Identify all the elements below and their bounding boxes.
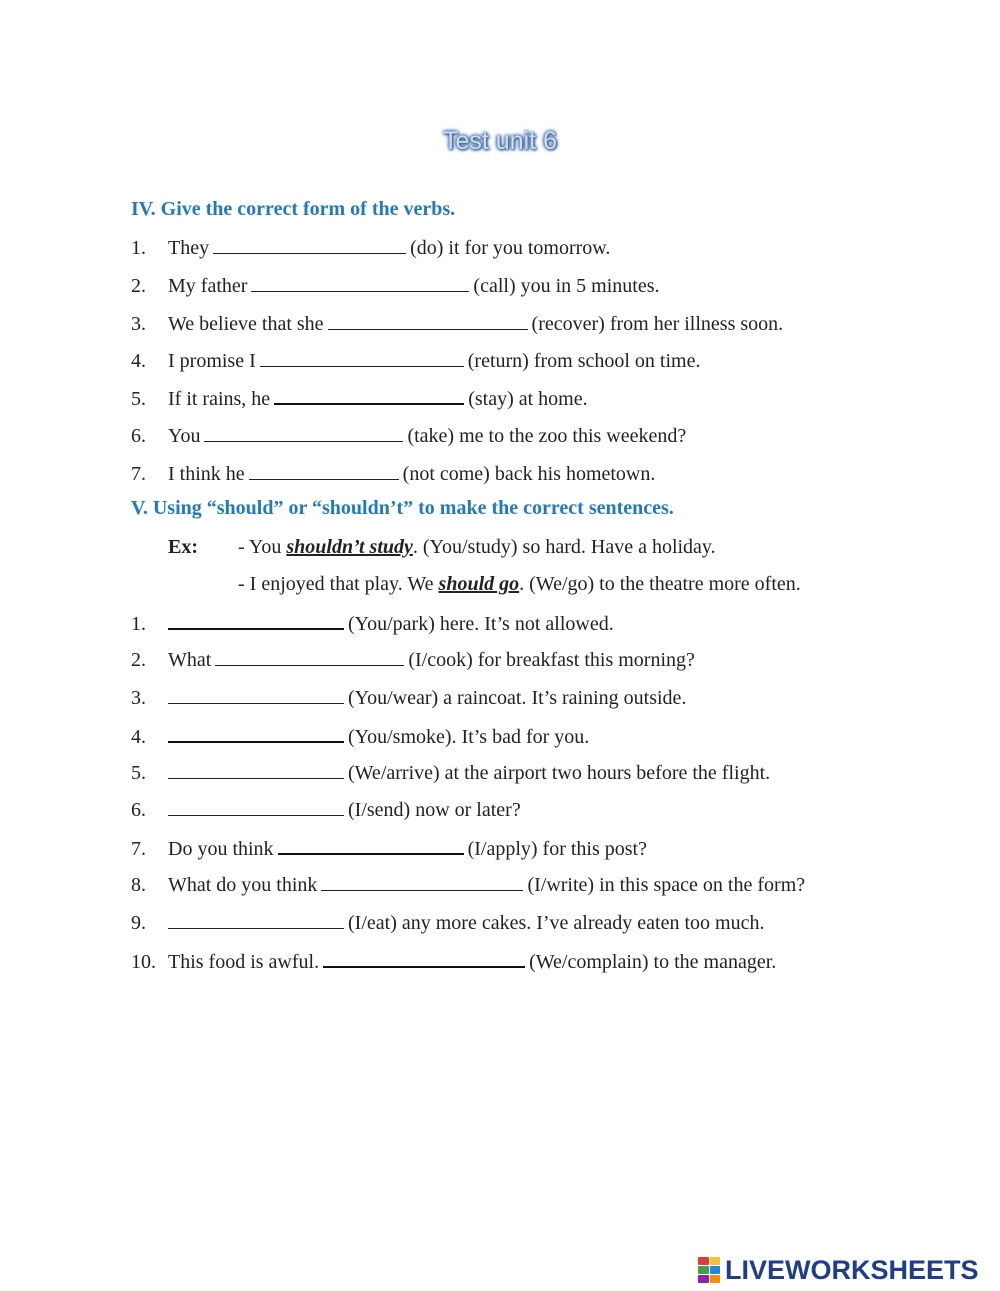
exercise-item [131, 910, 764, 935]
exercise-item [131, 461, 655, 486]
exercise-item [131, 797, 521, 822]
item-text-before: This food is awful. [168, 951, 320, 973]
item-number: 7. [131, 463, 146, 485]
item-text-before: You [168, 425, 201, 447]
example-text-before: - I enjoyed that play. We [238, 573, 434, 595]
section-v-heading: V. Using “should” or “shouldn’t” to make the correct sentences. [131, 497, 674, 519]
example-answer: should go [438, 573, 520, 595]
answer-blank[interactable] [168, 610, 344, 630]
item-number: 2. [131, 275, 146, 297]
answer-blank[interactable] [168, 685, 344, 704]
exercise-item [131, 835, 647, 861]
item-number: 6. [131, 425, 146, 447]
exercise-item [131, 348, 700, 373]
item-text-before: They [168, 237, 210, 259]
item-text-after: (call) you in 5 minutes. [473, 275, 660, 297]
item-text-after: (You/wear) a raincoat. It’s raining outside. [348, 687, 687, 709]
item-number: 4. [131, 726, 146, 748]
item-number: 9. [131, 912, 146, 934]
answer-blank[interactable] [274, 385, 464, 405]
item-number: 8. [131, 874, 146, 896]
item-text-after: (stay) at home. [468, 388, 588, 410]
exercise-item [131, 235, 610, 260]
answer-blank[interactable] [168, 910, 344, 929]
logo-block [698, 1257, 709, 1265]
logo-blocks-icon [698, 1257, 720, 1283]
answer-blank[interactable] [321, 872, 523, 891]
item-number: 3. [131, 687, 146, 709]
answer-blank[interactable] [251, 273, 469, 292]
exercise-item [131, 685, 686, 710]
item-text-before: What [168, 649, 212, 671]
answer-blank[interactable] [249, 461, 399, 480]
logo-block [698, 1266, 709, 1274]
item-text-after: (I/write) in this space on the form? [527, 874, 806, 896]
item-text-after: (You/smoke). It’s bad for you. [348, 726, 590, 748]
item-text-after: (take) me to the zoo this weekend? [407, 425, 687, 447]
item-number: 6. [131, 799, 146, 821]
answer-blank[interactable] [168, 760, 344, 779]
item-number: 4. [131, 350, 146, 372]
item-text-after: (I/send) now or later? [348, 799, 521, 821]
answer-blank[interactable] [215, 647, 404, 666]
example-text-before: - You [238, 536, 282, 558]
item-number: 10. [131, 951, 156, 973]
item-number: 7. [131, 838, 146, 860]
exercise-item [131, 610, 614, 636]
answer-blank[interactable] [168, 723, 344, 743]
item-text-after: (do) it for you tomorrow. [410, 237, 611, 259]
answer-blank[interactable] [323, 948, 525, 968]
answer-blank[interactable] [168, 797, 344, 816]
item-number: 1. [131, 613, 146, 635]
exercise-item [131, 872, 805, 897]
item-text-after: (I/cook) for breakfast this morning? [408, 649, 695, 671]
item-text-after: (I/eat) any more cakes. I’ve already eaten too much. [348, 912, 765, 934]
item-text-after: (not come) back his hometown. [402, 463, 656, 485]
item-number: 5. [131, 388, 146, 410]
logo-block [698, 1275, 709, 1283]
item-number: 3. [131, 313, 146, 335]
section-iv-heading: IV. Give the correct form of the verbs. [131, 198, 456, 220]
answer-blank[interactable] [278, 835, 464, 855]
logo-text: LIVEWORKSHEETS [725, 1254, 979, 1285]
exercise-item [131, 948, 776, 974]
exercise-item [131, 723, 589, 749]
item-text-before: We believe that she [168, 313, 324, 335]
exercise-item [131, 647, 695, 672]
item-text-after: (I/apply) for this post? [467, 838, 647, 860]
exercise-item [131, 273, 660, 298]
example-sentence [238, 536, 716, 559]
item-text-before: If it rains, he [168, 388, 271, 410]
exercise-item [131, 385, 588, 411]
item-text-before: Do you think [168, 838, 274, 860]
item-text-after: (We/complain) to the manager. [529, 951, 777, 973]
logo-block [710, 1275, 721, 1283]
answer-blank[interactable] [260, 348, 464, 367]
logo-block [710, 1257, 721, 1265]
exercise-item [131, 423, 686, 448]
example-label: Ex: [168, 536, 198, 558]
page-title: Test unit 6 [443, 127, 557, 155]
item-text-after: (recover) from her illness soon. [531, 313, 784, 335]
item-text-before: I think he [168, 463, 245, 485]
item-text-after: (You/park) here. It’s not allowed. [348, 613, 614, 635]
example-answer: shouldn’t study [286, 536, 413, 558]
item-text-after: (return) from school on time. [467, 350, 701, 372]
logo-block [710, 1266, 721, 1274]
item-number: 5. [131, 762, 146, 784]
exercise-item [131, 311, 783, 336]
item-text-before: What do you think [168, 874, 318, 896]
item-text-after: (We/arrive) at the airport two hours before the flight. [348, 762, 771, 784]
example-text-after: . (You/study) so hard. Have a holiday. [412, 536, 716, 558]
answer-blank[interactable] [328, 311, 528, 330]
example-text-after: . (We/go) to the theatre more often. [519, 573, 801, 595]
answer-blank[interactable] [213, 235, 406, 254]
answer-blank[interactable] [204, 423, 403, 442]
example-sentence [238, 573, 801, 596]
liveworksheets-logo[interactable] [698, 1255, 979, 1285]
item-number: 2. [131, 649, 146, 671]
exercise-item [131, 760, 770, 785]
item-text-before: My father [168, 275, 248, 297]
item-text-before: I promise I [168, 350, 256, 372]
item-number: 1. [131, 237, 146, 259]
